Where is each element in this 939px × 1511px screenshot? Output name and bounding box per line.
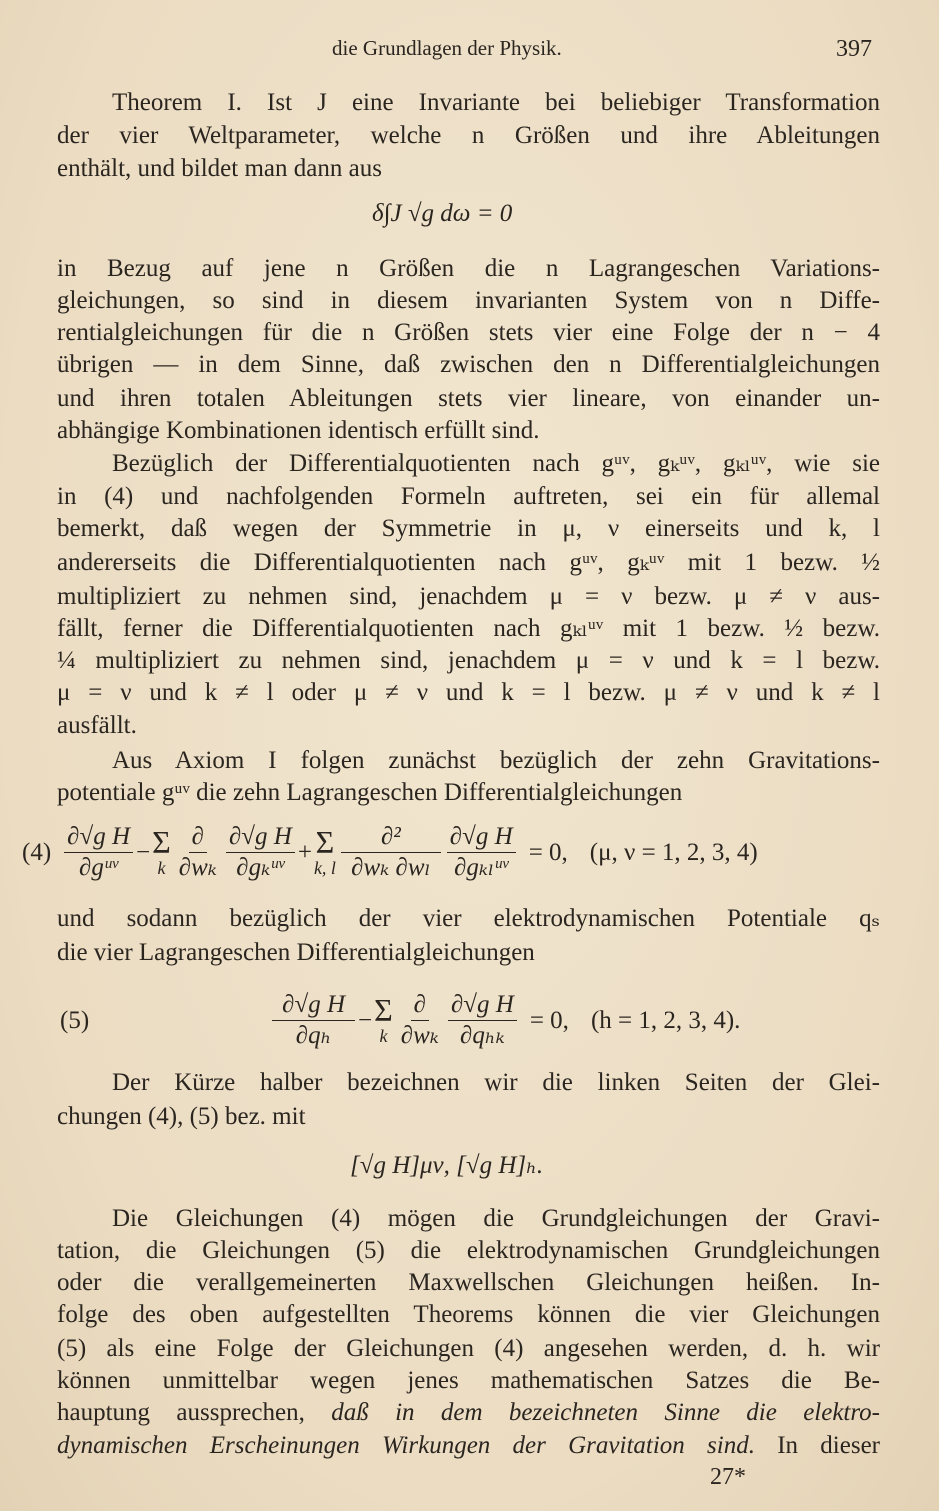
page-number: 397: [836, 36, 872, 62]
text-line: oder die verallgemeinerten Maxwellschen Gleichungen heißen. In-: [57, 1269, 880, 1296]
text-line: potentiale gᵘᵛ die zehn Lagrangeschen Differentialgleichungen: [57, 779, 683, 806]
text-line: Bezüglich der Differentialquotienten nach gᵘᵛ, gₖᵘᵛ, gₖₗᵘᵛ, wie sie: [112, 450, 880, 477]
text-line: folge des oben aufgestellten Theorems können die vier Gleichungen: [57, 1301, 880, 1328]
text-line: μ = ν und k ≠ l oder μ ≠ ν und k = l bezw. μ ≠ ν und k ≠ l: [57, 679, 880, 706]
text-line: ¼ multipliziert zu nehmen sind, jenachdem μ = ν und k = l bezw.: [57, 647, 880, 674]
sum-sign: Σ k, l: [313, 823, 336, 878]
bracket-notation: [√g H]μν, [√g H]ₕ.: [350, 1152, 544, 1179]
text-line: Der Kürze halber bezeichnen wir die linken Seiten der Glei-: [112, 1069, 880, 1096]
text-line: gleichungen, so sind in diesem invarianten System von n Diffe-: [57, 287, 880, 314]
text-line-emphasis: hauptung aussprechen, daß in dem bezeichneten Sinne die elektro-: [57, 1399, 880, 1426]
fraction: $\frac{\text{∂√g H}}{\text{∂gᵘᵛ}}$: [64, 822, 133, 883]
text-line-emphasis: dynamischen Erscheinungen Wirkungen der Gravitation sind. In dieser: [57, 1432, 880, 1459]
equation-4: (4) $\frac{\text{∂√g H}}{\text{∂gᵘᵛ}}$ − Σ k $\frac{\partial}{\text{∂wₖ}}$ $\frac{\text{∂√g H}}{\text{∂gₖᵘᵛ}}$ + Σ k, l $\frac{\text{∂²}}{\text{∂wₖ ∂wₗ}}$ $\frac{\text{∂√g H}}{\text{∂gₖₗᵘᵛ}}$ = 0, (μ, ν = 1, 2, 3, 4): [22, 823, 758, 881]
equation-5: (5) $\frac{\text{∂√g H}}{\text{∂qₕ}}$ − Σ k $\frac{\partial}{\text{∂wₖ}}$ $\frac{\text{∂√g H}}{\text{∂qₕₖ}}$ = 0, (h = 1, 2, 3, 4).: [60, 991, 741, 1049]
text-line: enthält, und bildet man dann aus: [57, 155, 382, 182]
text-line: Aus Axiom I folgen zunächst bezüglich der zehn Gravitations-: [112, 747, 880, 774]
text-line: andererseits die Differentialquotienten nach gᵘᵛ, gₖᵘᵛ mit 1 bezw. ½: [57, 549, 880, 576]
sum-sign: Σ k: [374, 991, 393, 1046]
text-line: und ihren totalen Ableitungen stets vier lineare, von einander un-: [57, 385, 880, 412]
sum-sign: Σ k: [152, 823, 171, 878]
equation-label: (5): [60, 1006, 90, 1034]
text-line: rentialgleichungen für die n Größen stets vier eine Folge der n − 4: [57, 319, 880, 346]
text-line: der vier Weltparameter, welche n Größen und ihre Ableitungen: [57, 122, 880, 149]
text-line: und sodann bezüglich der vier elektrodynamischen Potentiale qₛ: [57, 905, 880, 932]
text-line: die vier Lagrangeschen Differentialgleichungen: [57, 939, 535, 966]
text-line: Theorem I. Ist J eine Invariante bei beliebiger Transformation: [112, 89, 880, 116]
emphasized-text: daß in dem bezeichneten Sinne die elektro-: [331, 1399, 880, 1426]
text-line: übrigen — in dem Sinne, daß zwischen den n Differentialgleichungen: [57, 351, 880, 378]
text-line: fällt, ferner die Differentialquotienten nach gₖₗᵘᵛ mit 1 bezw. ½ bezw.: [57, 615, 880, 642]
emphasized-text: dynamischen Erscheinungen Wirkungen der Gravitation sind.: [57, 1432, 755, 1459]
text-line: multipliziert zu nehmen sind, jenachdem μ = ν bezw. μ ≠ ν aus-: [57, 583, 880, 610]
text-line: in (4) und nachfolgenden Formeln auftreten, sei ein für allemal: [57, 483, 880, 510]
text-line: (5) als eine Folge der Gleichungen (4) angesehen werden, d. h. wir: [57, 1335, 880, 1362]
text-line: in Bezug auf jene n Größen die n Lagrangeschen Variations-: [57, 255, 880, 282]
text-line: können unmittelbar wegen jenes mathematischen Satzes die Be-: [57, 1367, 880, 1394]
text-line: tation, die Gleichungen (5) die elektrodynamischen Grundgleichungen: [57, 1237, 880, 1264]
running-title: die Grundlagen der Physik.: [332, 36, 562, 60]
text-line: abhängige Kombinationen identisch erfüllt sind.: [57, 417, 540, 444]
text-line: ausfällt.: [57, 712, 137, 739]
text-line: bemerkt, daß wegen der Symmetrie in μ, ν einerseits und k, l: [57, 515, 880, 542]
variation-equation: δ∫J √g dω = 0: [372, 200, 513, 227]
signature-mark: 27*: [710, 1464, 746, 1490]
text-line: chungen (4), (5) bez. mit: [57, 1103, 306, 1130]
text-line: Die Gleichungen (4) mögen die Grundgleichungen der Gravi-: [112, 1205, 880, 1232]
equation-label: (4): [22, 838, 52, 866]
